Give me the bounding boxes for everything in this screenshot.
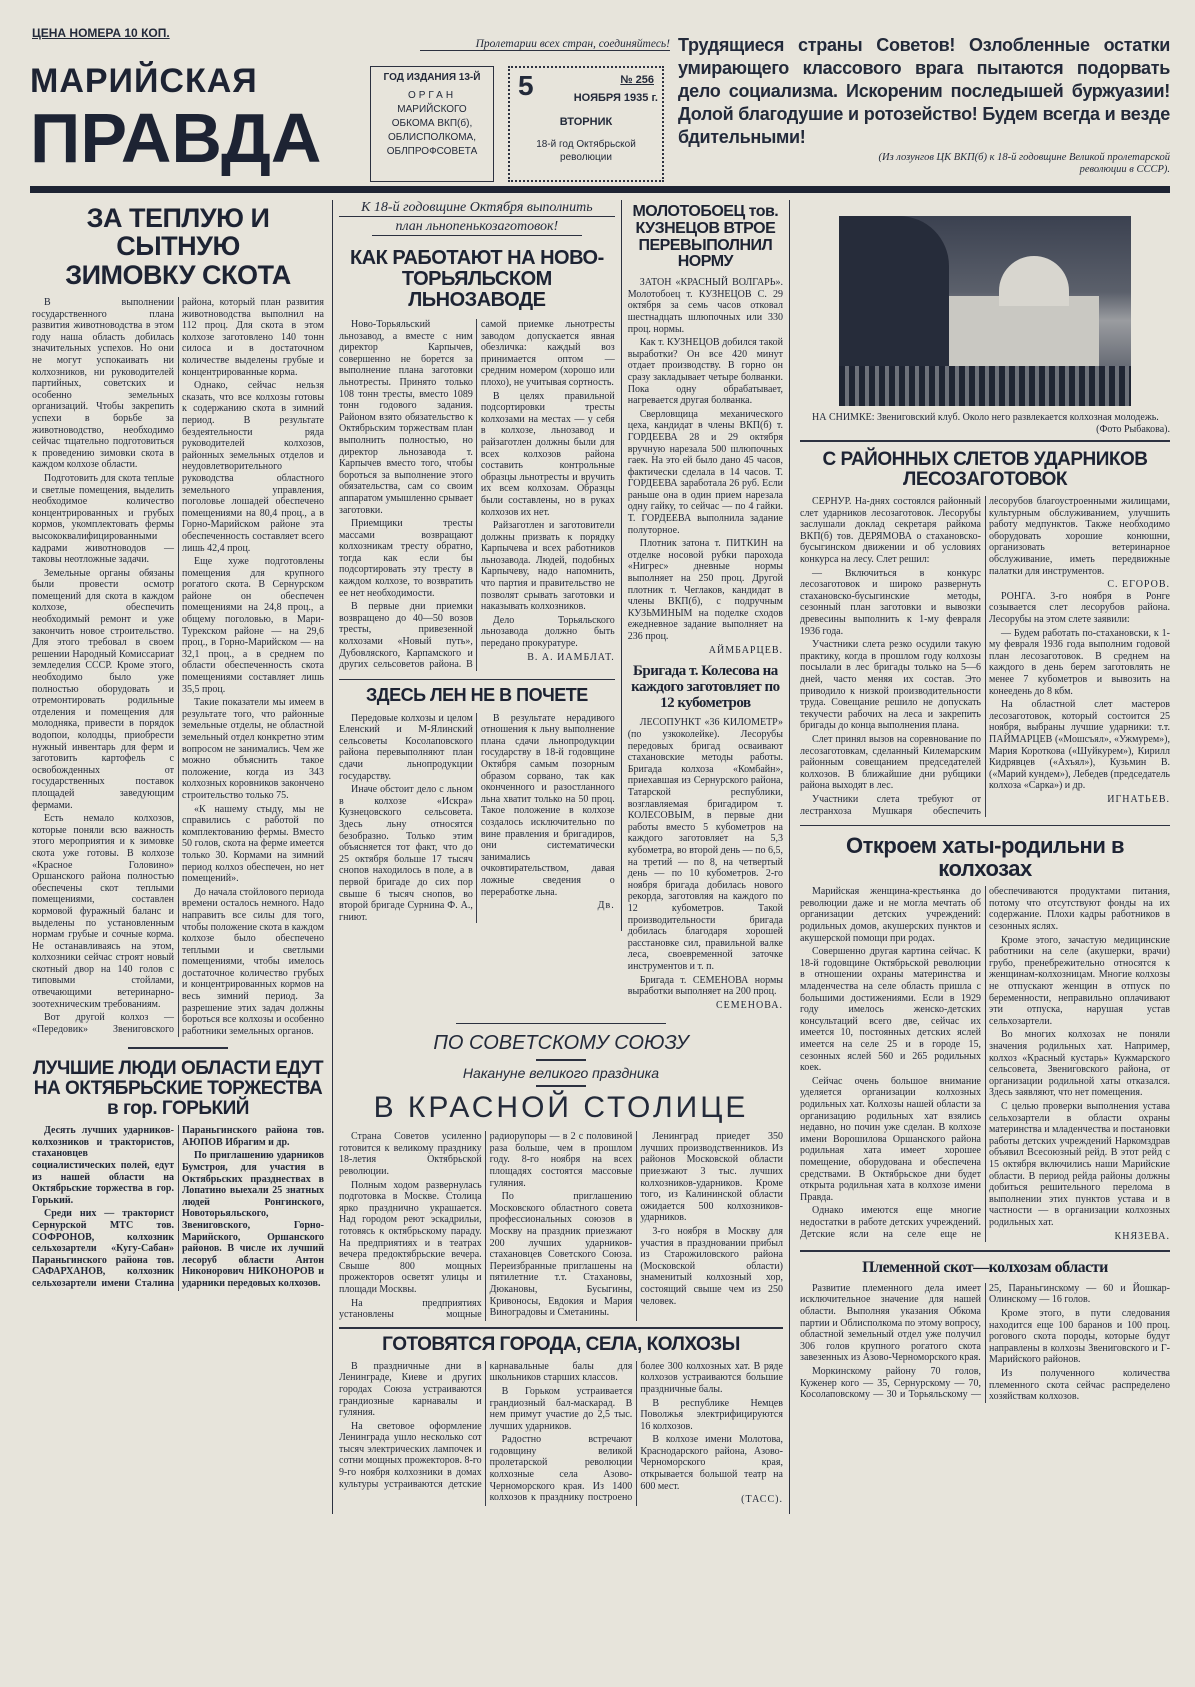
article-body: [32, 1125, 324, 1290]
paragraph: РОНГА. 3-го ноября в Ронге созывается слет лесорубов района. Лесорубы на этом слете заявили:: [989, 590, 1170, 625]
motto: Пролетарии всех стран, соединяйтесь!: [420, 38, 670, 51]
club-photo: [839, 216, 1131, 406]
organ-line: ОБЛПРОФСОВЕТА: [386, 146, 478, 157]
paragraph: ЛЕСОПУНКТ «36 КИЛОМЕТР» (по узкоколейке). Лесорубы передовых бригад осваивают стахановские методы работы. Бригада колхоза «Комбайн», приехавшая из Сернурского района, Татарской республики, возглавляемая бригадиром т. КОЛЕСОВЫМ, в первые дни работы вместо 5 кубометров на каждого заготовляет на 5,3 кубометра, во второй день — по 6,5, на третий — по 8, на четвертый день — по 10 кубометров. 2-го ноября бригада добилась нового рекорда, заготовляя на каждого по 12 кубометров. Такой производительности бригада добилась благодаря хорошей расстановке сил, правильной валке леса, своевременной заточке инструментов и т. п.: [627, 717, 783, 972]
paragraph: — Включиться в конкурс лесозаготовок и широко развернуть стахановско-бусыгинские методы, сезонный план заготовки и вывозки древесины выполнить к 1-му февраля 1936 года.: [800, 567, 981, 637]
byline: КНЯЗЕВА.: [1114, 1230, 1170, 1242]
article-blacksmith: [628, 204, 783, 656]
paragraph: На световое оформление Ленинграда ушло несколько сот тысяч электрических лампочек и сотни мощных прожекторов. 8-го 9-го ноября колхозники в домах культуры устраиваются детские карнавальные балы для школьников старших классов.: [339, 1360, 633, 1490]
paragraph: Ленинград приедет 350 лучших производственников. Из районов Московской области приезжают 3 тыс. лучших колхозников-ударников. Кроме того, из Калининской области ожидается 500 колхозников-ударников.: [640, 1131, 783, 1224]
paragraph: Развитие племенного дела имеет исключительное значение для нашей области. Выполняя указания Обкома партии и Облисполкома по этому вопросу, областной земельный отдел уже получил 306 голов крупного рогатого скота завезенных из Азово-Черноморского края.: [800, 1282, 981, 1364]
party-slogan: Трудящиеся страны Советов! Озлобленные остатки умирающего классового врага пытаются подорвать дело социализма. Искореним последышей буржуазии! Долой благодушие и ротозейство! Будем всегда и везде бдительными!: [678, 35, 1170, 147]
newspaper-logo: [30, 62, 360, 176]
section-ussr: [339, 1023, 783, 1321]
paragraph: Вот другой колхоз — «Передовик» Звениговского района, который план развития животноводства выполнил на 112 проц. Для скота в этом колхозе заготовлено 140 тонн силоса и в достаточном количестве выделены грубые и концентрированные корма.: [32, 297, 324, 1035]
byline: СЕМЕНОВА.: [716, 999, 783, 1011]
kicker: план льнопенькозаготовок!: [372, 219, 582, 236]
headline: Откроем хаты-родильни в колхозах: [846, 833, 1124, 882]
article-body: [339, 1361, 783, 1506]
paragraph: Сейчас очень большое внимание уделяется организации колхозных родильных хат. Колхозы нашей области за организацию родильных хат взялись недавно, но почин уже сделан. В колхозе имени Ворошилова Оршанского района родильная хата имеет хорошее помещение, оборудована и обеспечена средствами. В Октябрьское дни будет открыта родильная хата в колхозе имени Правда.: [800, 1075, 981, 1203]
article-winter-livestock: [32, 204, 324, 1037]
paragraph: Земельные органы обязаны были провести осмотр помещений для скота в каждом колхозе, обеспечить необходимый ремонт и уже закончить новое строительство. Для этого требовал в своем решении Народный Комиссариат земледелия СССР. Кроме этого, необходимо было уже полностью оборудовать и отремонтировать родильные отделения и помещения для молодняка, привести в порядок водопои, колодцы, приобрести нужный инвентарь для ферм и заготовить картофель с освобожденных от государственных поставок площадей заведующим фермами.: [32, 567, 174, 811]
paragraph: В колхозе имени Молотова, Краснодарского района, Азово-Черноморского края, открывается большой театр на 600 мест.: [640, 1434, 783, 1492]
paragraph: Кроме этого, в пути следования находится еще 100 баранов и 100 проц. рогового скота породы, которые будут направлены в колхозы Звениговского и Г-Марийского районов.: [989, 1308, 1170, 1366]
logo-line-2: ПРАВДА: [30, 99, 322, 177]
divider: [339, 679, 615, 680]
headline: КАК РАБОТАЮТ НА НОВО-ТОРЬЯЛЬСКОМ ЛЬНОЗАВОДЕ: [349, 247, 604, 311]
paragraph: Марийская женщина-крестьянка до революции даже и не могла мечтать об организации детских учреждений: родильных домов, акушерских пунктов и акушерской помощи при родах.: [800, 886, 981, 944]
paragraph: В целях правильной подсортировки тресты колхозами на местах — у себя в колхозе, льнозавод и райзаготлен должны были для всех колхозов района составить контрольные образцы льнотресты и вручить их всем колхозам. Образцы были составлены, но в руках колхозов их нет.: [480, 390, 615, 518]
paragraph: Кроме этого, зачастую медицинские работники на селе (акушерки, врачи) грубо, пренебрежительно относятся к женщинам-колхозницам. Многие колхозы не отпускают женщин в отпуск по беременности, неправильно оплачивают эти отпуска, нарушая устав сельхозартели.: [989, 934, 1170, 1027]
headline: ЗА ТЕПЛУЮ И СЫТНУЮ ЗИМОВКУ СКОТА: [65, 203, 291, 290]
byline: С. ЕГОРОВ.: [1107, 579, 1170, 591]
byline: Дв.: [597, 900, 615, 912]
paragraph: ЗАТОН «КРАСНЫЙ ВОЛГАРЬ». Молотобоец т. КУЗНЕЦОВ С. 29 октября за семь часов отковал шестнадцать шлюпочных или 330 проц. нормы.: [627, 277, 783, 335]
article-body: [32, 297, 324, 1037]
divider: [456, 1023, 666, 1024]
divider: [536, 1085, 586, 1087]
paragraph: Участники слета резко осудили такую практику, когда в прошлом году колхозы посылали в лес бригады только на 5—6 дней, часто меняя их состав. Это приводило к низкой производительности труда. Совещание решило не допускать текучести рабочих на леса и закрепить бригады до конца выполнения плана.: [800, 639, 981, 732]
paragraph: Ново-Торьяльский льнозавод, а вместе с ним директор Карпычев, совершенно не борется за выполнение плана заготовки льнотресты. Принято только 108 тонн тресты, вместо 1089 тонн годового задания. Районом взято обязательство к Октябрьским торжествам план выполнить полностью, но директор льнозавода т. Карпычев вместо того, чтобы бороться за выполнение этого обязательства, сам со своим аппаратом умышленно срывает заготовки.: [339, 319, 473, 516]
photo-caption: [800, 412, 1170, 435]
kicker: К 18-й годовщине Октября выполнить: [339, 200, 615, 217]
organ-line: МАРИЙСКОГО: [397, 104, 467, 115]
headline: Бригада т. Колесова на каждого заготовляет по 12 кубометров: [631, 663, 780, 711]
paragraph: Еще хуже подготовлены помещения для крупного рогатого скота. В Сернурском районе он обеспечен помещениями на 24,8 проц., а общему поголовью, в Мари-Турекском районе — на 29,6 проц., в Горно-Марийском — на 32,1 проц., а в среднем по области обеспеченность скота помещениями составляет лишь 35,5 проц.: [182, 556, 324, 695]
article-body: [800, 1283, 1170, 1403]
paragraph: Райзаготлен и заготовители должны призвать к порядку Карпычева и всех работников льнозавода. Людей, подобных Карпычеву, надо напомнить, что партия и правительство не позволят срывать заготовки и наказывать колхозников.: [480, 520, 615, 613]
middle-region: [332, 200, 790, 1514]
article-preparing: [339, 1335, 783, 1506]
organ-label: ОРГАН: [407, 90, 457, 101]
headline: МОЛОТОБОЕЦ тов. КУЗНЕЦОВ ВТРОЕ ПЕРЕВЫПОЛНИЛ НОРМУ: [632, 203, 779, 271]
flax-column: [339, 200, 622, 931]
logo-line-1: МАРИЙСКАЯ: [30, 62, 258, 100]
article-brigade: [628, 664, 783, 1011]
article-loggers-rally: [800, 450, 1170, 817]
smith-column: [622, 200, 783, 1019]
byline: В. А. ИАМБЛАТ.: [527, 651, 615, 663]
caption-text: НА СНИМКЕ: Звениговский клуб. Около него развлекается колхозная молодежь.: [812, 412, 1159, 423]
paragraph: Радостно встречают годовщину великой пролетарской революции колхозные села Азово-Черноморского края. Из 1400 колхозов к празднику построено более 300 колхозных хат. В ряде колхозов устраиваются большие праздничные балы.: [489, 1360, 783, 1504]
headline: С РАЙОННЫХ СЛЕТОВ УДАРНИКОВ ЛЕСОЗАГОТОВОК: [822, 449, 1148, 491]
paragraph: Как т. КУЗНЕЦОВ добился такой выработки? Он все 420 минут отдает производству. В горно он сразу закладывает четыре болванки. Пока одну обрабатывает, нагревается другая болванка.: [627, 337, 783, 407]
paragraph: В результате нерадивого отношения к льну выполнение плана сдачи льнопродукции государству в 18-й годовщине Октября самым позорным образом сорвано, так как оконченного и разостланного льна хватит только на 50 проц. Такое положение в колхозе создалось исключительно по вине правления и бригадиров, они систематически занимались очковтирательством, давая ложные сведения о переработке льна.: [480, 712, 615, 898]
photo-credit: (Фото Рыбакова).: [1096, 423, 1170, 435]
divider: [339, 1327, 783, 1329]
paragraph: Есть немало колхозов, которые поняли всю важность этого мероприятия и к зимовке скота уже готовы. В колхозе «Красное Головино» Оршанского района полностью обеспечены скот теплыми помещениями, составлен кормовой фуражный баланс и выделены по установленным нормам грубые и сочные корма. Не останавливаясь на этом, колхозники сейчас строят новый скотный двор на 140 голов с типовыми стойлами, отвечающими ветеринарно-зоотехническим требованиям.: [32, 813, 174, 1010]
organ-line: ОБЛИСПОЛКОМА,: [388, 132, 476, 143]
paragraph: Из полученного количества племенного скота сейчас распределено хозяйствам колхозов.: [989, 1368, 1170, 1403]
headline: ГОТОВЯТСЯ ГОРОДА, СЕЛА, КОЛХОЗЫ: [382, 1333, 740, 1355]
weekday: ВТОРНИК: [559, 116, 613, 128]
paragraph: Приемщики тресты массами возвращают колхозникам тресту обратно, тогда как если бы подсортировать эту тресту в каждом колхозе, то возвратить ее нет необходимости.: [339, 518, 473, 599]
organ-box: [370, 66, 494, 182]
divider: [800, 440, 1170, 442]
article-body: [800, 886, 1170, 1242]
paragraph: С целью проверки выполнения устава сельхозартели в области охраны материнства и младенчества и постановки работы детских учреждений Наркомздрав объявил Всесоюзный рейд. В этот рейд с 15 октября включились наши Марийские области. В период рейда районы должны добиться решительного перелома в выполнении этих пунктов устава и в частности — в организации колхозных родильных хат.: [989, 1100, 1170, 1228]
paragraph: Слет принял вызов на соревнование по лесозаготовкам, сделанный Килемарским районным совещанием председателей колхозов. В ближайшие дни рубщики района выходят в лес.: [800, 733, 981, 792]
article-body: [628, 277, 783, 656]
paragraph: Дело Торьяльского льнозавода должно быть передано прокуратуре.: [480, 614, 615, 650]
paragraph: Моркинскому району 70 голов, Куженер кого — 35, Сернурскому — 70, Косолаповскому — 30 и Торьяльскому — 25, Параньгинскому — 60 и Йошкар-Олинскому — 16 голов.: [800, 1282, 1170, 1401]
article-flax-neglect: [339, 686, 615, 924]
article-red-capital-body: [339, 1131, 783, 1321]
issue-box: [508, 66, 664, 182]
right-column: [796, 200, 1170, 1411]
paragraph: Передовые колхозы и целом Еленский и М-Ялинский сельсоветы Косолаповского района перевыполняют план сдачи льнопродукции государству.: [339, 712, 473, 782]
paragraph: По приглашению Московского областного совета профессиональных союзов в Москву на праздник приезжают 200 лучших ударников-стахановцев Советского Союза. Переизбранные приглашены на пятилетние т.т. Стахановы, Дюкановы, Бусыгины, Кривоносы, Евдокия и Мария Виноградовы и Сметанины.: [489, 1191, 633, 1319]
article-body: [339, 319, 615, 671]
divider: [128, 1047, 228, 1049]
divider: [536, 1059, 586, 1061]
paragraph: 3-го ноября в Москву для участия в праздновании прибыл из Старожиловского района (Московской области) знаменитый колхозный хор, состоящий свыше чем из 250 человек.: [640, 1226, 783, 1307]
article-maternity-huts: [800, 834, 1170, 1242]
paragraph: В праздничные дни в Ленинграде, Киеве и других городах Союза устраиваются грандиозные карнавалы и гуляния.: [339, 1360, 482, 1419]
left-column: [32, 200, 328, 1299]
paragraph: Плотник затона т. ПИТКИН на отделке носовой рубки парохода «Нигрес» дневные нормы выполняет на 250 проц. Другой плотник т. Чеглаков, кандидат в члены ВКП(б), с подручным КУЗЬМИНЫМ на поделке сходов ежедневное задание выполняет на 236 проц.: [627, 538, 783, 642]
section-title: ПО СОВЕТСКОМУ СОЮЗУ: [433, 1032, 689, 1055]
divider: [800, 825, 1170, 826]
paragraph: Во многих колхозах не поняли значения родильных хат. Например, колхоз «Красный кустарь» Кужмарского сельсовета, Звениговского района, от организации родильной хаты отказался. Здесь заявляют, что нет помещения.: [989, 1029, 1170, 1099]
paragraph: В республике Немцев Поволжья электрифицируются 16 колхозов.: [640, 1397, 783, 1432]
article-body: [339, 713, 615, 924]
issue-number: № 256: [620, 74, 654, 86]
paragraph: До начала стойлового периода времени осталось немного. Надо направить все силы для того, чтобы положение скота в каждом колхозе было обеспечено теплыми и светлыми помещениями, чтобы имелось достаточное количество грубых и концентрированных кормов на весь зимний период. За разрешение этих задач должны бороться все колхозы и особенно работники земельных органов.: [182, 886, 324, 1037]
headline: Племенной скот—колхозам области: [862, 1259, 1108, 1277]
paragraph: Иначе обстоит дело с льном в колхозе «Искра» Кузнецовского сельсовета. Здесь льну относятся безобразно. Только этим объясняется тот факт, что до 25 октября больше 17 тысяч снопов находилось в поле, а в первой бригаде до сих пор свыше 6 тысяч снопов, во второй бригаде Сурнина Ф. А., гниют.: [339, 784, 473, 923]
issue-day: 5: [518, 70, 534, 101]
year-of-publication: ГОД ИЗДАНИЯ 13-Й: [383, 72, 481, 83]
article-flax-plant: [339, 200, 615, 671]
paragraph: Сверловщица механического цеха, кандидат в члены ВКП(б) т. ГОРДЕЕВА 28 и 29 октября вручную нарезала 500 шлюпочных гаек. На это ей было дано 45 часов, фактически сделала в 14 часов. Т. ГОРДЕЕВА заработала 26 руб. Если раньше она в один прием нарезала одну гайку, то сейчас — по 4 гайки. Т. ГОРДЕЕВА выполнила задание полуторное.: [627, 408, 783, 536]
paragraph: Полным ходом развернулась подготовка в Москве. Столица ярко празднично украшается. Над городом реют эскадрильи, готовясь к октябрьскому параду. На предприятиях и в театрах вечера предоктябрьские вечера. Свыше 800 мощных прожекторов осветят улицы и площади Москвы.: [339, 1179, 482, 1295]
paragraph: На областной слет мастеров лесозаготовок, который состоится 25 ноября, выбраны лучшие ударники: т.т. ПАЙМАРЦЕВ («Мошсъял», «Ужмурем»), Мария Короткова («Шуйкурем»), Кирилл Кидрявцев («Ахъял»), Кузьмин В. («Марий кундем»), Лебедев (председатель колхоза «Сарка») и др.: [989, 699, 1170, 792]
article-body: [800, 496, 1170, 817]
paragraph: По приглашению ударников Бумстроя, для участия в Октябрьских празднествах в Лопатино выехали 25 знатных людей Ронгинского, Новоторьяльского, Звениговского, Горно-Марийского, Оршанского районов. В числе их лучший лесоруб области Антон Никонорович НИКОНОРОВ и ударники передовых колхозов.: [182, 1150, 324, 1289]
organ-line: ОБКОМА ВКП(б),: [391, 118, 473, 129]
paragraph: Однако имеются еще многие недостатки в работе детских учреждений. Детские ясли на селе еще не обеспечиваются продуктами питания, потому что отсутствуют фонды на их содержание. Плохи кадры работников в сезонных яслях.: [800, 886, 1170, 1240]
photo-crowd: [839, 366, 1131, 406]
price-label: ЦЕНА НОМЕРА 10 КОП.: [32, 26, 170, 40]
paragraph: Страна Советов усиленно готовится к великому празднику 18-летия Октябрьской революции.: [339, 1131, 482, 1178]
paragraph: В выполнении государственного плана развития животноводства в этом году наша область добилась значительных успехов. Но они не могут успокаивать ни колхозников, ни руководителей партийных, советских и особенно земельных организаций. Чтобы закрепить успехи в борьбе за животноводство, необходимо сейчас тщательно подготовиться к проведению зимовки скота в каждом колхозе области.: [32, 297, 174, 471]
paragraph: В первые дни приемки возвращено до 40—50 возов тресты, привезенной колхозами «Новый путь», Дубовляского, Карпамского и других сельсоветов района. В самой приемке льнотресты заводом допускается явная обезличка: каждый воз принимается оптом — средним номером (хорошо или плохо), не учитывая сортность.: [339, 319, 615, 671]
middle-top-row: [339, 200, 783, 1019]
paragraph: «К нашему стыду, мы не справились с работой по комплектованию фермы. Вместо 50 голов, скота на ферме имеется только 30. Кормами на зимний период колхоз обеспечен, но нет помещений».: [182, 803, 324, 885]
paragraph: Участники слета требуют от лестранхоза Мушкаря обеспечить лесорубов благоустроенными жилищами, культурным обслуживанием, улучшить работу медпунктов. Также необходимо оборудовать хорошие конюшни, организовать ветеринарное обслуживание, иметь передвижные палатки для инструментов.: [800, 496, 1170, 817]
paragraph: Однако, сейчас нельзя сказать, что все колхозы готовы к содержанию скота в зимний период. В результате бездеятельности ряда руководителей колхозов, районных земельных отделов и неудовлетворительного руководства областного земельного управления, поголовье лошадей обеспечено помещениями на 80,4 проц., а в Горно-Марийском районе эта обеспеченность составляет всего лишь 42,4 проц.: [182, 380, 324, 554]
slogan-source: (Из лозунгов ЦК ВКП(б) к 18-й годовщине Великой пролетарской революции в СССР).: [878, 152, 1170, 175]
paragraph: Такие показатели мы имеем в результате того, что районные земельные отделы, не областной земельный отдел конкретно этим вопросом не занимались. Чем же можно объяснить такое положение, когда из 343 колхозных коровников закончено строительство только 75.: [182, 697, 324, 801]
article-breeding-stock: [800, 1260, 1170, 1403]
paragraph: Совершенно другая картина сейчас. К 18-й годовщине Октябрьской революции в отношении охраны материнства и младенчества на селе область пришла с большими достижениями. Если в 1929 году имелось женско-детских консультаций всего две, сейчас их имеется 10, постоянных детских яслей имеется на селе 25 и в городе 15, сезонных яслей 560 и 265 родильных коек.: [800, 946, 981, 1074]
headline: ЛУЧШИЕ ЛЮДИ ОБЛАСТИ ЕДУТ НА ОКТЯБРЬСКИЕ ТОРЖЕСТВА в гор. ГОРЬКИЙ: [32, 1058, 324, 1120]
paragraph: Бригада т. СЕМЕНОВА нормы выработки выполняет на 200 проц.: [627, 974, 783, 998]
masthead-rule: [30, 186, 1170, 193]
divider: [800, 1250, 1170, 1252]
paragraph: — Будем работать по-стахановски, к 1-му февраля 1936 года выполним годовой план лесозаготовок. В среднем на каждого в день берем заготовлять не менее 7 кубометров и вывозить на конеедень до 8 кбм.: [989, 627, 1170, 697]
headline: В КРАСНОЙ СТОЛИЦЕ: [373, 1091, 749, 1125]
headline: ЗДЕСЬ ЛЕН НЕ В ПОЧЕТЕ: [365, 684, 588, 705]
paragraph: На предприятиях установлены мощные радиорупоры — в 2 с половиной раза больше, чем в прошлом году. 8-го ноября на всех площадях состоятся массовые гуляния.: [339, 1131, 633, 1321]
paragraph: Десять лучших ударников-колхозников и трактористов, стахановцев социалистических полей, едут из нашей области на Октябрьские торжества в гор. Горький.: [32, 1125, 174, 1206]
article-best-people: [32, 1059, 324, 1290]
article-body: [628, 717, 783, 1011]
paragraph: Среди них — тракторист Сернурской МТС тов. СОФРОНОВ, колхозник сельхозартели «Кугу-Сабан» Параньгинского района тов. САФАРХАНОВ, колхозник сельхозартели имени Сталина Параньгинского района тов. АЮПОВ Ибрагим и др.: [32, 1125, 324, 1289]
revolution-year: 18-й год Октябрьской революции: [536, 139, 636, 163]
photo-dome: [999, 256, 1069, 306]
byline: (ТАСС).: [741, 1494, 783, 1506]
issue-date: НОЯБРЯ 1935 г.: [573, 92, 658, 104]
paragraph: Подготовить для скота теплые и светлые помещения, выделить необходимое количество концентрированных и грубых кормов, укомплектовать фермы высококвалифицированными кадрами животноводов — таковы неотложные задачи.: [32, 472, 174, 566]
paragraph: СЕРНУР. На-днях состоялся районный слет ударников лесозаготовок. Лесорубы заслушали доклад секретаря райкома ВКП(б) тов. ДЕРЯМОВА о стахановско-бусыгинском движении и об условиях конкурса на лесу. Слет решил:: [800, 496, 981, 566]
byline: АЙМБАРЦЕВ.: [708, 644, 783, 656]
paragraph: В Горьком устраивается грандиозный бал-маскарад. В нем примут участие до 2,5 тыс. лучших ударников.: [489, 1385, 633, 1432]
byline: ИГНАТЬЕВ.: [1107, 793, 1170, 805]
kicker: Накануне великого праздника: [462, 1065, 660, 1082]
